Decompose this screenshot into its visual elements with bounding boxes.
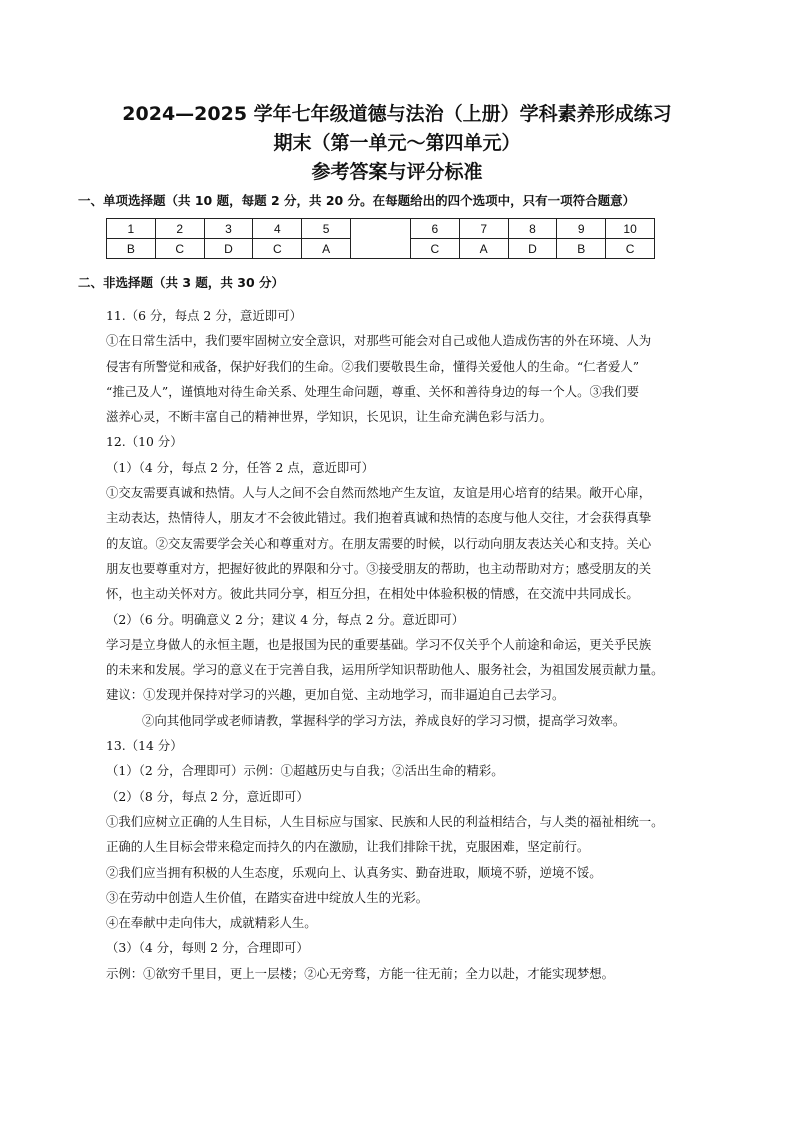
question-number: 5	[302, 219, 351, 239]
question-13-heading: 13.（14 分）	[106, 738, 183, 754]
answer-letter: C	[606, 239, 655, 259]
answer-text-line: ④在奉献中走向伟大，成就精彩人生。	[106, 915, 317, 931]
question-number: 8	[508, 219, 557, 239]
sub-question-heading: （1）（2 分，合理即可）示例：①超越历史与自我；②活出生命的精彩。	[106, 763, 504, 779]
question-number: 1	[107, 219, 156, 239]
sub-question-heading: （2）（8 分，每点 2 分，意近即可）	[106, 788, 309, 804]
answer-letter: C	[155, 239, 204, 259]
answer-text-line: ②向其他同学或老师请教，掌握科学的学习方法，养成良好的学习习惯，提高学习效率。	[142, 712, 626, 728]
answer-text-line: 滋养心灵，不断丰富自己的精神世界，学知识，长见识，让生命充满色彩与活力。	[106, 409, 553, 425]
question-number: 4	[253, 219, 302, 239]
question-12-heading: 12.（10 分）	[106, 434, 183, 450]
answer-text-line: 怀，也主动关怀对方。彼此共同分享，相互分担，在相处中体验积极的情感，在交流中共同成长。	[106, 586, 639, 602]
sub-question-heading: （2）（6 分。明确意义 2 分；建议 4 分，每点 2 分。意近即可）	[106, 611, 465, 627]
answer-text-line: 学习是立身做人的永恒主题，也是报国为民的重要基础。学习不仅关乎个人前途和命运，更关乎民族	[106, 636, 652, 652]
answer-letter: D	[204, 239, 253, 259]
document-title: 2024—2025 学年七年级道德与法治（上册）学科素养形成练习	[122, 103, 672, 125]
section-2-body	[106, 303, 722, 986]
answer-text-line: 主动表达，热情待人，朋友才不会彼此错过。我们抱着真诚和热情的态度与他人交往，才会获得真挚	[106, 510, 652, 526]
answer-letter: A	[459, 239, 508, 259]
answer-letter: B	[107, 239, 156, 259]
question-number: 9	[557, 219, 606, 239]
question-number: 3	[204, 219, 253, 239]
table-gap-cell	[350, 219, 410, 259]
document-subtitle: 期末（第一单元～第四单元）	[273, 132, 521, 154]
answer-table	[106, 218, 655, 259]
answer-text-line: ①我们应树立正确的人生目标，人生目标应与国家、民族和人民的利益相结合，与人类的福祉相统一。	[106, 813, 664, 829]
question-number: 10	[606, 219, 655, 239]
question-11-heading: 11.（6 分，每点 2 分，意近即可）	[106, 308, 302, 323]
section-1-heading: 一、单项选择题（共 10 题，每题 2 分，共 20 分。在每题给出的四个选项中，只有一项符合题意）	[78, 193, 636, 208]
answer-text-line: 正确的人生目标会带来稳定而持久的内在激励，让我们排除干扰，克服困难，坚定前行。	[106, 839, 590, 855]
answer-letter: C	[410, 239, 459, 259]
question-number: 7	[459, 219, 508, 239]
answer-letter: A	[302, 239, 351, 259]
answer-text-line: 侵害有所警觉和戒备，保护好我们的生命。②我们要敬畏生命，懂得关爱他人的生命。“仁者爱人”	[106, 358, 640, 374]
section-2-heading: 二、非选择题（共 3 题，共 30 分）	[78, 275, 285, 290]
document-heading: 参考答案与评分标准	[311, 161, 483, 183]
answer-text-line: ②我们应当拥有积极的人生态度，乐观向上、认真务实、勤奋进取，顺境不骄，逆境不馁。	[106, 864, 602, 880]
answer-text-line: 建议：①发现并保持对学习的兴趣，更加自觉、主动地学习，而非逼迫自己去学习。	[106, 687, 565, 703]
answer-text-line: ③在劳动中创造人生价值，在踏实奋进中绽放人生的光彩。	[106, 889, 429, 905]
answer-text-line: “推己及人”，谨慎地对待生命关系、处理生命问题，尊重、关怀和善待身边的每一个人。③我们要	[106, 383, 640, 399]
answer-text-line: ①在日常生活中，我们要牢固树立安全意识，对那些可能会对自己或他人造成伤害的外在环境、人为	[106, 333, 652, 349]
answer-letter: D	[508, 239, 557, 259]
answer-text-line: 示例：①欲穷千里目，更上一层楼；②心无旁骛，方能一往无前；全力以赴，才能实现梦想。	[106, 965, 615, 981]
answer-letter: C	[253, 239, 302, 259]
question-number: 2	[155, 219, 204, 239]
question-number: 6	[410, 219, 459, 239]
answer-text-line: 的未来和发展。学习的意义在于完善自我，运用所学知识帮助他人、服务社会，为祖国发展贡献力量。	[106, 662, 664, 678]
answer-text-line: 朋友也要尊重对方，把握好彼此的界限和分寸。③接受朋友的帮助，也主动帮助对方；感受朋友的关	[106, 560, 652, 576]
answer-text-line: 的友谊。②交友需要学会关心和尊重对方。在朋友需要的时候，以行动向朋友表达关心和支持。关心	[106, 535, 652, 551]
sub-question-heading: （3）（4 分，每则 2 分，合理即可）	[106, 940, 309, 956]
answer-table-number-row	[107, 219, 655, 239]
answer-letter: B	[557, 239, 606, 259]
sub-question-heading: （1）（4 分，每点 2 分，任答 2 点，意近即可）	[106, 459, 375, 475]
answer-text-line: ①交友需要真诚和热情。人与人之间不会自然而然地产生友谊，友谊是用心培育的结果。敞开心扉，	[106, 485, 652, 501]
